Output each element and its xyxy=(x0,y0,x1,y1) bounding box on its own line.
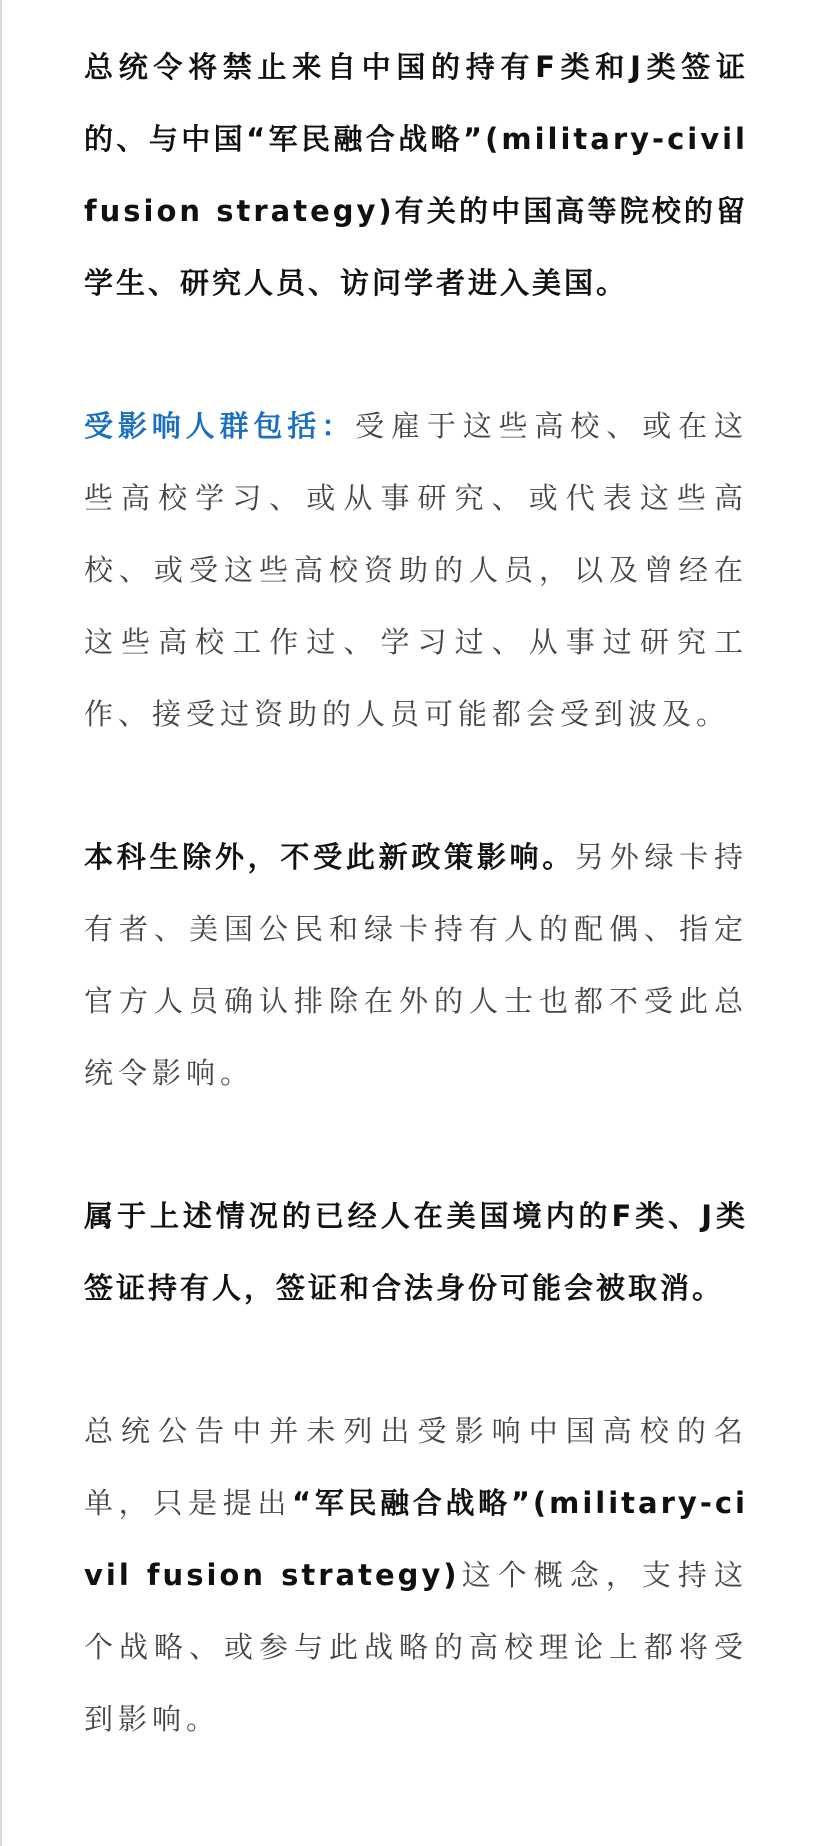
paragraph-exemptions xyxy=(84,821,748,1109)
article-body xyxy=(84,31,748,1755)
exemptions-text: 另外绿卡持有者、美国公民和绿卡持有人的配偶、指定官方人员确认排除在外的人士也都不受此总统令影响。 xyxy=(84,840,748,1090)
paragraph-gap xyxy=(84,750,748,821)
paragraph-gap xyxy=(84,1109,748,1180)
page-left-edge xyxy=(0,0,2,1846)
paragraph-gap xyxy=(84,1324,748,1395)
affected-groups-heading: 受影响人群包括： xyxy=(84,409,356,443)
proclamation-summary-text: 总统令将禁止来自中国的持有F类和J类签证的、与中国“军民融合战略”(military-civil fusion strategy)有关的中国高等院校的留学生、研究人员、访问学者进入美国。 xyxy=(84,50,748,300)
paragraph-visa-revocation xyxy=(84,1180,748,1324)
paragraph-affected-groups xyxy=(84,390,748,750)
paragraph-proclamation-summary xyxy=(84,31,748,319)
paragraph-no-list xyxy=(84,1395,748,1755)
affected-groups-text: 受雇于这些高校、或在这些高校学习、或从事研究、或代表这些高校、或受这些高校资助的人员，以及曾经在这些高校工作过、学习过、从事过研究工作、接受过资助的人员可能都会受到波及。 xyxy=(84,409,748,731)
visa-revocation-text: 属于上述情况的已经人在美国境内的F类、J类签证持有人，签证和合法身份可能会被取消。 xyxy=(84,1199,748,1305)
paragraph-gap xyxy=(84,319,748,390)
no-list-text-end: 这个概念，支持这个战略、或参与此战略的高校理论上都将受到影响。 xyxy=(84,1558,748,1736)
no-list-text-start: 总统公告中并未列出受影响中国高校的名单，只是提出 xyxy=(84,1414,748,1520)
exemptions-heading: 本科生除外，不受此新政策影响。 xyxy=(84,840,576,874)
military-civil-fusion-term: “军民融合战略”(military-civil fusion strategy) xyxy=(84,1486,748,1592)
